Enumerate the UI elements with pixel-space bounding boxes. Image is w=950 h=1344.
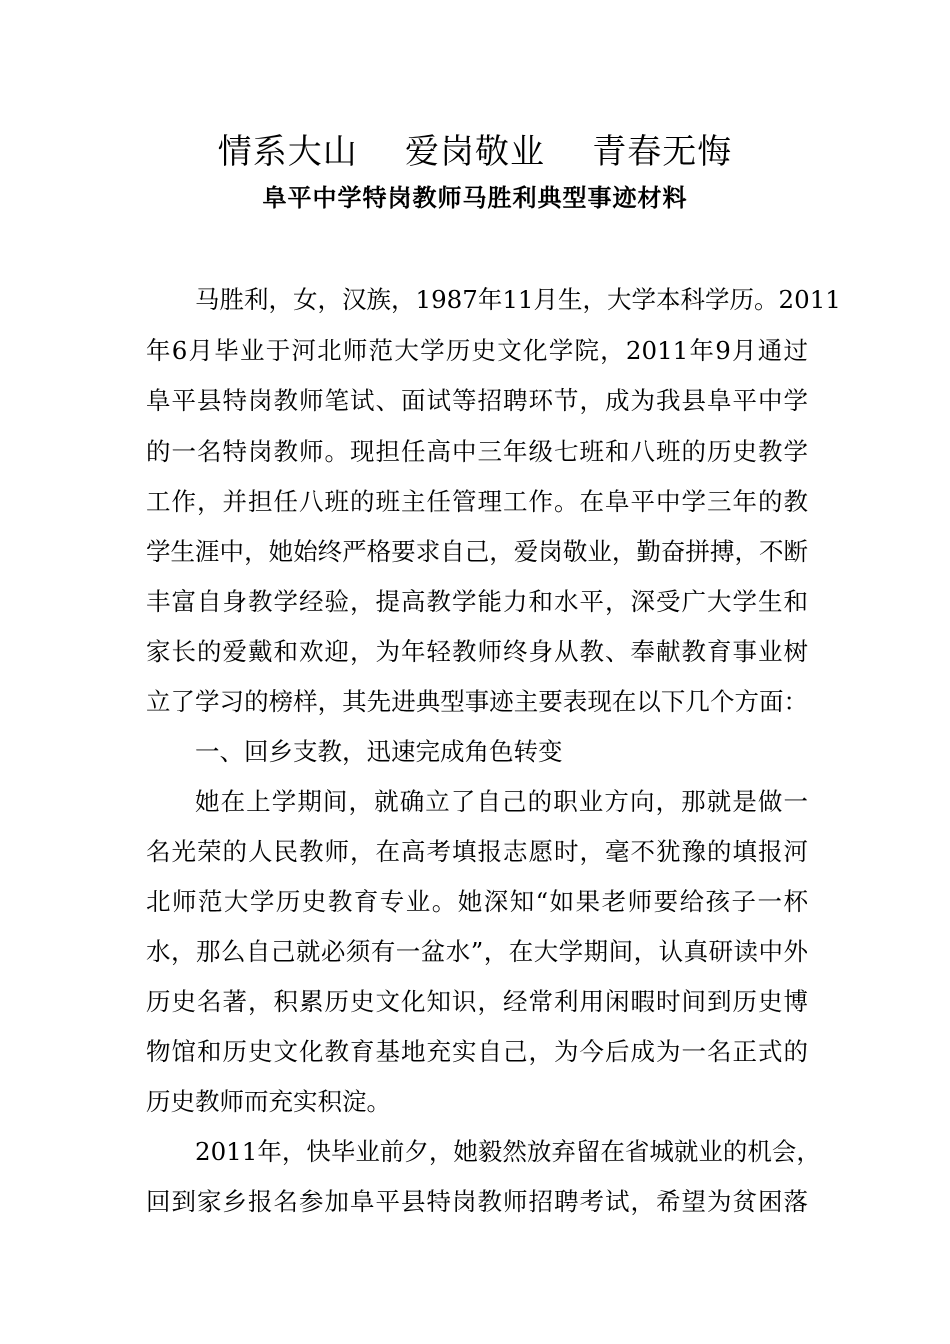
- paragraph-line: 的一名特岗教师。现担任高中三年级七班和八班的历史教学: [146, 437, 808, 466]
- paragraph-line: 物馆和历史文化教育基地充实自己，为今后成为一名正式的: [146, 1037, 808, 1066]
- paragraph-line: 马胜利，女，汉族，1987年11月生，大学本科学历。2011: [195, 285, 841, 314]
- paragraph-line: 历史名著，积累历史文化知识，经常利用闲暇时间到历史博: [146, 987, 808, 1016]
- paragraph-line: 工作，并担任八班的班主任管理工作。在阜平中学三年的教: [146, 487, 808, 516]
- document-subtitle: 阜平中学特岗教师马胜利典型事迹材料: [262, 184, 688, 212]
- paragraph-line: 立了学习的榜样，其先进典型事迹主要表现在以下几个方面：: [146, 687, 808, 716]
- document-title: 情系大山 爱岗敬业 青春无悔: [217, 132, 733, 172]
- paragraph-line: 回到家乡报名参加阜平县特岗教师招聘考试，希望为贫困落: [146, 1187, 808, 1216]
- paragraph-line: 她在上学期间，就确立了自己的职业方向，那就是做一: [195, 787, 808, 816]
- section-heading: 一、回乡支教，迅速完成角色转变: [195, 737, 563, 766]
- paragraph-line: 年6月毕业于河北师范大学历史文化学院，2011年9月通过: [146, 336, 808, 365]
- paragraph-line: 丰富自身教学经验，提高教学能力和水平，深受广大学生和: [146, 587, 808, 616]
- paragraph-line: 学生涯中，她始终严格要求自己，爱岗敬业，勤奋拼搏，不断: [146, 537, 808, 566]
- paragraph-line: 水，那么自己就必须有一盆水”，在大学期间，认真研读中外: [146, 937, 808, 966]
- paragraph-line: 家长的爱戴和欢迎，为年轻教师终身从教、奉献教育事业树: [146, 637, 808, 666]
- paragraph-line: 2011年，快毕业前夕，她毅然放弃留在省城就业的机会，: [195, 1137, 821, 1166]
- paragraph-line: 北师范大学历史教育专业。她深知“如果老师要给孩子一杯: [146, 887, 808, 916]
- paragraph-line: 名光荣的人民教师，在高考填报志愿时，毫不犹豫的填报河: [146, 837, 808, 866]
- paragraph-line: 历史教师而充实积淀。: [146, 1087, 391, 1116]
- paragraph-line: 阜平县特岗教师笔试、面试等招聘环节，成为我县阜平中学: [146, 386, 808, 415]
